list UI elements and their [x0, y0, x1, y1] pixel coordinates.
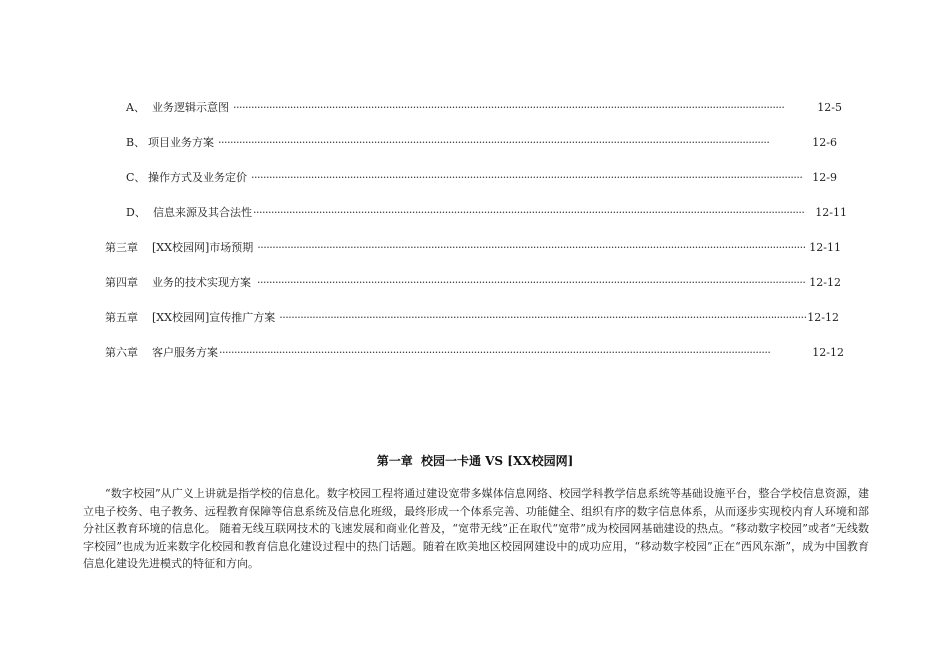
toc-dot-leader: [253, 206, 811, 220]
toc-entry-a[interactable]: [126, 101, 842, 115]
toc-entry-title: [XX校园网]市场预期: [152, 241, 254, 254]
chapter-title: 校园一卡通 VS [XX校园网]: [420, 454, 574, 468]
toc-dot-leader: [219, 346, 811, 360]
toc-entry-marker: 第四章: [105, 276, 138, 289]
toc-entry-marker: 第三章: [105, 241, 138, 254]
toc-entry-chapter-5[interactable]: [105, 311, 839, 325]
toc-entry-page: 12-12: [807, 311, 839, 324]
toc-dot-leader: [257, 276, 805, 290]
toc-dot-leader: [233, 101, 816, 115]
toc-entry-marker: A、: [126, 101, 145, 114]
toc-dot-leader: [251, 171, 811, 185]
toc-entry-marker: B、: [126, 136, 146, 149]
toc-entry-marker: 第六章: [105, 346, 138, 359]
toc-entry-page: 12-6: [812, 136, 837, 149]
toc-entry-title: 业务逻辑示意图: [152, 101, 229, 114]
toc-entry-page: 12-12: [812, 346, 844, 359]
toc-entry-title: [XX校园网]宣传推广方案: [152, 311, 276, 324]
toc-dot-leader: [218, 136, 811, 150]
toc-entry-page: 12-11: [809, 241, 841, 254]
toc-entry-page: 12-5: [817, 101, 842, 114]
chapter-number: 第一章: [376, 454, 413, 468]
chapter-heading: [0, 452, 950, 469]
toc-entry-d[interactable]: [126, 206, 847, 220]
body-paragraph: “数字校园”从广义上讲就是指学校的信息化。数字校园工程将通过建设宽带多媒体信息网络、校园学科教学信息系统等基础设施平台，整合学校信息资源，建立电子校务、电子教务、远程教育保障等信息系统及信息化班级，最终形成一个体系完善、功能健全、组织有序的数字信息体系，从而逐步实现校内育人环境和部分社区教育环境的信息化。 随着无线互联网技术的飞速发展和商业化普及，“宽带无线”正在取代“宽带”成为校园网基础建设的热点。“移动数字校园”或者“无线数字校园”也成为近来数字化校园和教育信息化建设过程中的热门话题。随着在欧美地区校园网建设中的成功应用，“移动数字校园”正在“西风东渐”，成为中国教育信息化建设先进模式的特征和方向。: [83, 487, 869, 571]
toc-entry-marker: 第五章: [105, 311, 138, 324]
toc-entry-page: 12-11: [815, 206, 847, 219]
toc-entry-title: 项目业务方案: [148, 136, 214, 149]
toc-dot-leader: [257, 241, 805, 255]
toc-entry-title: 操作方式及业务定价: [148, 171, 247, 184]
toc-entry-marker: D、: [126, 206, 146, 219]
toc-entry-b[interactable]: [126, 136, 837, 150]
toc-entry-marker: C、: [126, 171, 146, 184]
toc-entry-chapter-3[interactable]: [105, 241, 841, 255]
toc-entry-page: 12-9: [812, 171, 837, 184]
toc-entry-title: 业务的技术实现方案: [152, 276, 251, 289]
toc-entry-chapter-6[interactable]: [105, 346, 844, 360]
toc-entry-c[interactable]: [126, 171, 837, 185]
toc-entry-title: 信息来源及其合法性: [153, 206, 252, 219]
toc-dot-leader: [279, 311, 806, 325]
toc-entry-chapter-4[interactable]: [105, 276, 841, 290]
toc-entry-title: 客户服务方案: [152, 346, 218, 359]
toc-entry-page: 12-12: [809, 276, 841, 289]
